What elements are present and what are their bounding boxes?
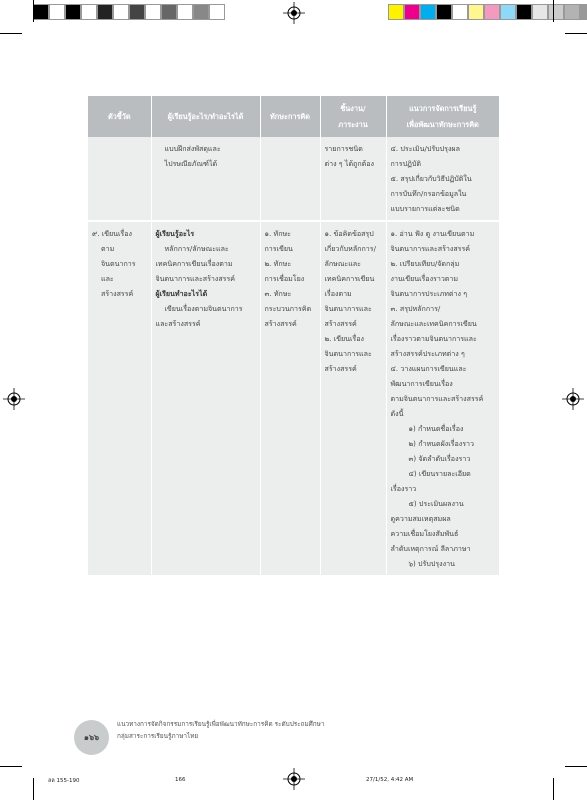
crop-mark: [553, 778, 554, 800]
print-density-bar: [33, 4, 225, 18]
color-swatch: [81, 4, 97, 20]
registration-mark-icon: [3, 388, 25, 410]
color-swatch: [177, 4, 193, 20]
registration-mark-icon: [283, 768, 305, 790]
color-swatch: [209, 4, 225, 20]
row1-indicator-cell: [88, 137, 151, 220]
color-swatch: [404, 4, 420, 20]
color-swatch: [145, 4, 161, 20]
color-swatch: [49, 4, 65, 20]
print-color-bar: [388, 4, 587, 18]
color-swatch: [564, 4, 580, 20]
color-swatch: [468, 4, 484, 20]
book-title: แนวทางการจัดกิจกรรมการเรียนรู้เพื่อพัฒนาทักษะการคิด ระดับประถมศึกษา: [117, 720, 325, 728]
learning-indicators-table: [88, 96, 499, 575]
color-swatch: [388, 4, 404, 20]
color-swatch: [452, 4, 468, 20]
color-swatch: [129, 4, 145, 20]
color-swatch: [65, 4, 81, 20]
header-indicator: ตัวชี้วัด: [88, 96, 151, 137]
color-swatch: [500, 4, 516, 20]
color-swatch: [33, 4, 49, 20]
color-swatch: [516, 4, 532, 20]
crop-mark: [553, 0, 554, 22]
page-number-badge: [74, 720, 109, 755]
slug-page: 166: [175, 777, 186, 783]
crop-mark: [565, 766, 587, 767]
header-task: ชิ้นงาน/ ภาระงาน: [320, 96, 386, 137]
row1-skill-cell: [260, 137, 320, 220]
row2-task-cell: ๑. ข้อคิดข้อสรุป เกี่ยวกับหลักการ/ ลักษณะและ เทคนิคการเขียน เรื่องตาม จินตนาการและ สร้างสรรค์ ๒. เขียนเรื่อง จินตนาการและ สร้างสรรค์: [320, 222, 386, 575]
page-number: ๑๖๖: [83, 733, 100, 742]
color-swatch: [532, 4, 548, 20]
registration-mark-icon: [283, 2, 305, 24]
color-swatch: [193, 4, 209, 20]
crop-mark: [0, 766, 22, 767]
subject-group: กลุ่มสาระการเรียนรู้ภาษาไทย: [117, 732, 199, 740]
table-row: [88, 222, 499, 575]
slug-timestamp: 27/1/52, 4:42 AM: [366, 777, 414, 783]
crop-mark: [565, 33, 587, 34]
row1-outcome-cell: แบบฝึกส่งพัสดุและ ไปรษณียภัณฑ์ได้: [151, 137, 260, 220]
registration-mark-icon: [562, 388, 584, 410]
row2-approach-cell: ๑. อ่าน ฟัง ดู งานเขียนตาม จินตนาการและสร้างสรรค์ ๒. เปรียบเทียบ/จัดกลุ่ม งานเขียนเรื่องราวตาม จินตนาการประเภทต่าง ๆ ๓. สรุปหลักการ/ ลักษณะและเทคนิคการเขียน เรื่องราวตามจินตนาการและ สร้างสรรค์ประเภทต่าง ๆ ๔. วางแผนการเขียนและ พัฒนาการเขียนเรื่อง ตามจินตนาการและสร้างสรรค์ ดังนี้ ๑) กำหนดชื่อเรื่อง ๒) กำหนดผังเรื่องราว ๓) จัดลำดับเรื่องราว ๔) เขียนรายละเอียด เรื่องราว ๕) ประเมินผลงาน ดูความสมเหตุสมผล ความเชื่อมโยงสัมพันธ์ ลำดับเหตุการณ์ ลีลาภาษา ๖) ปรับปรุงงาน: [386, 222, 499, 575]
table-row: [88, 137, 499, 220]
color-swatch: [548, 4, 564, 20]
color-swatch: [97, 4, 113, 20]
color-swatch: [420, 4, 436, 20]
header-learning-outcome: ผู้เรียนรู้อะไร/ทำอะไรได้: [151, 96, 260, 137]
color-swatch: [484, 4, 500, 20]
crop-mark: [33, 778, 34, 800]
table-header-row: [88, 96, 499, 137]
row1-approach-cell: ๔. ประเมิน/ปรับปรุงผล การปฏิบัติ ๕. สรุปเกี่ยวกับวิธีปฏิบัติใน การบันทึก/กรอกข้อมูลใน แบบรายการแต่ละชนิด: [386, 137, 499, 220]
slug-file-pages: ลล 155-190: [48, 778, 80, 784]
crop-mark: [0, 33, 22, 34]
header-thinking-skill: ทักษะการคิด: [260, 96, 320, 137]
color-swatch: [113, 4, 129, 20]
row2-skill-cell: ๑. ทักษะ การเขียน ๒. ทักษะ การเชื่อมโยง ๓. ทักษะ กระบวนการคิด สร้างสรรค์: [260, 222, 320, 575]
header-teaching-approach: แนวการจัดการเรียนรู้ เพื่อพัฒนาทักษะการคิด: [386, 96, 499, 137]
crop-mark: [33, 0, 34, 22]
color-swatch: [436, 4, 452, 20]
color-swatch: [580, 4, 587, 20]
row2-outcome-cell: ผู้เรียนรู้อะไร หลักการ/ลักษณะและ เทคนิคการเขียนเรื่องตาม จินตนาการและสร้างสรรค์ ผู้เรียนทำอะไรได้ เขียนเรื่องตามจินตนาการ และสร้างสรรค์: [151, 222, 260, 575]
row2-indicator-cell: ๙. เขียนเรื่อง ตาม จินตนาการ และ สร้างสรรค์: [88, 222, 151, 575]
color-swatch: [161, 4, 177, 20]
row1-task-cell: รายการชนิด ต่าง ๆ ได้ถูกต้อง: [320, 137, 386, 220]
